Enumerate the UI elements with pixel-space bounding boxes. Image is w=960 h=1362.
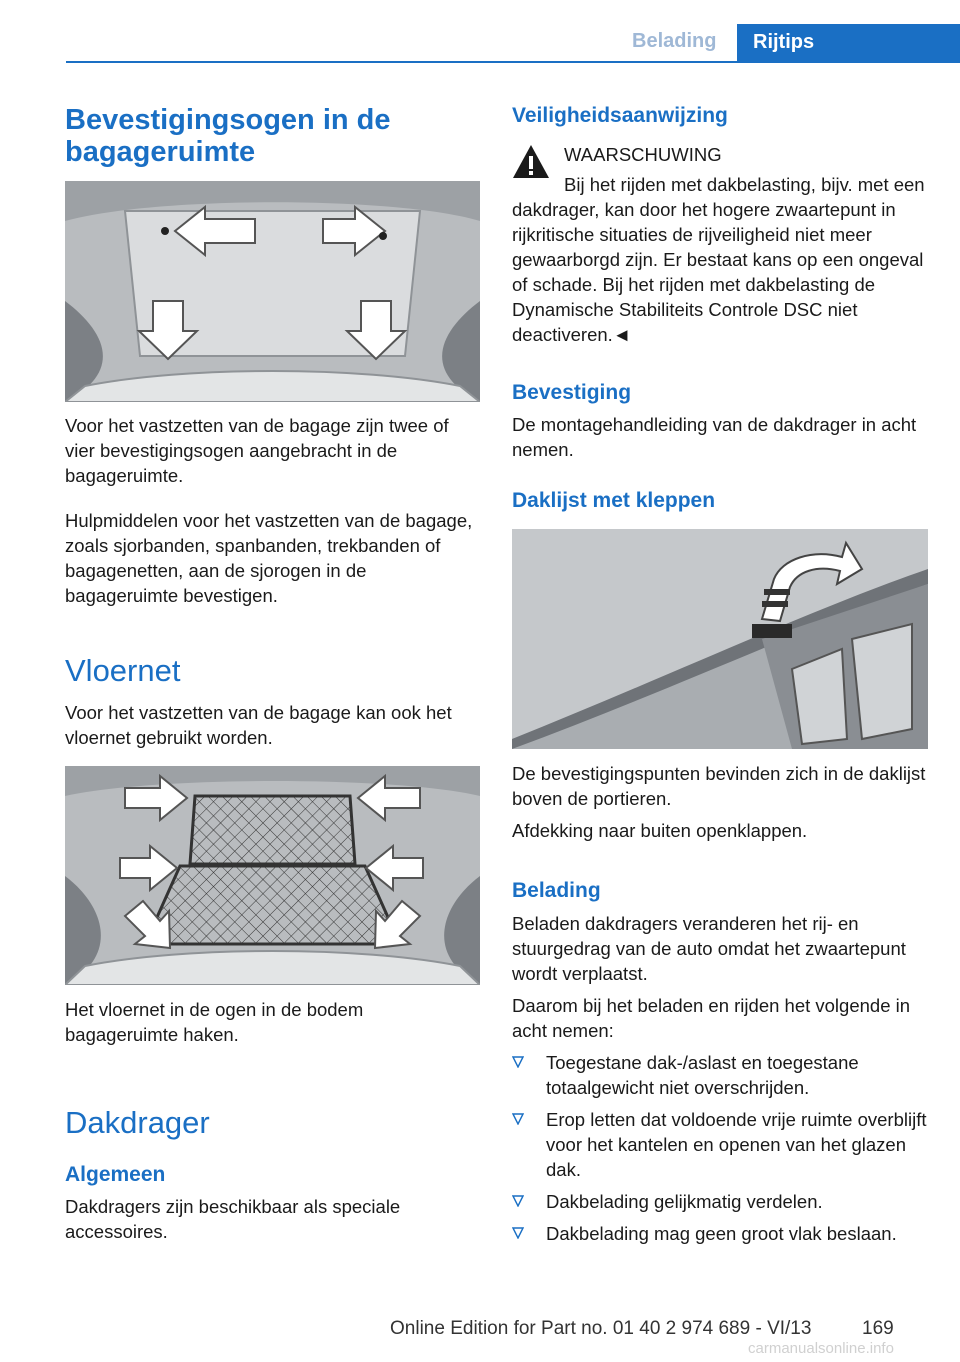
paragraph-vloernet: Voor het vastzetten van de bagage kan ook het vloernet gebruikt worden.: [65, 702, 452, 748]
header-tab-rijtips: [737, 24, 960, 61]
list-item: [512, 1221, 932, 1246]
warning-label: WAARSCHUWING: [564, 144, 722, 165]
paragraph-bevestiging: De montagehandleiding van de dakdrager in acht nemen.: [512, 414, 917, 460]
page-number: 169: [862, 1318, 894, 1339]
triangle-bullet-icon: [512, 1113, 524, 1125]
trunk-eyes-photo: [65, 181, 480, 402]
roof-rail-photo: [512, 529, 928, 749]
belading-list: [512, 1050, 932, 1253]
heading-belading: Belading: [512, 879, 601, 902]
header-tab-belading: Belading: [632, 30, 717, 52]
heading-dakdrager: Dakdrager: [65, 1105, 210, 1140]
list-item: [512, 1050, 932, 1100]
paragraph-algemeen: Dakdragers zijn beschikbaar als speciale accessoires.: [65, 1196, 401, 1242]
floor-net-photo: [65, 766, 480, 985]
footer-watermark: carmanualsonline.info: [748, 1340, 894, 1357]
heading-daklijst: Daklijst met kleppen: [512, 489, 716, 512]
triangle-bullet-icon: [512, 1195, 524, 1207]
paragraph-daklijst-1: De bevestigingspunten bevinden zich in de daklijst boven de portieren.: [512, 763, 926, 809]
list-item-text: Dakbelading gelijkmatig verdelen.: [546, 1191, 823, 1212]
heading-vloernet: Vloernet: [65, 653, 181, 688]
heading-bevestiging: Bevestiging: [512, 381, 632, 404]
triangle-bullet-icon: [512, 1056, 524, 1068]
paragraph-belading-2: Daarom bij het beladen en rijden het volgende in acht nemen:: [512, 995, 911, 1041]
header-tab-rijtips-label: Rijtips: [753, 31, 815, 53]
paragraph-net-caption: Het vloernet in de ogen in de bodem bagageruimte haken.: [65, 999, 364, 1045]
list-item-text: Dakbelading mag geen groot vlak beslaan.: [546, 1223, 897, 1244]
list-item: [512, 1107, 932, 1182]
heading-veiligheid: Veiligheidsaanwijzing: [512, 104, 728, 127]
list-item-text: Toegestane dak-/aslast en toegestane totaalgewicht niet overschrijden.: [546, 1052, 859, 1098]
triangle-bullet-icon: [512, 1227, 524, 1239]
footer-edition: Online Edition for Part no. 01 40 2 974 689 - VI/13: [390, 1318, 812, 1339]
paragraph-belading-1: Beladen dakdragers veranderen het rij- en stuurgedrag van de auto omdat het zwaartepunt wordt verplaatst.: [512, 913, 906, 984]
paragraph-eyes-intro: Voor het vastzetten van de bagage zijn twee of vier bevestigingsogen aangebracht in de bagageruimte.: [65, 415, 449, 486]
warning-text: Bij het rijden met dakbelasting, bijv. met een dakdrager, kan door het hogere zwaartepunt in rijkritische situaties de rijveiligheid niet meer gewaarborgd zijn. Er bestaat kans op een ongeval of schade. Bij het rijden met dakbelasting de Dynamische Stabiliteits Controle DSC niet deactiveren.◄: [512, 174, 925, 345]
paragraph-eyes-tools: Hulpmiddelen voor het vastzetten van de bagage, zoals sjorbanden, spanbanden, trekbanden of bagagenetten, aan de sjorogen in de bagageruimte bevestigen.: [65, 510, 473, 606]
header-rule: [66, 61, 960, 63]
heading-bevestigingsogen: Bevestigingsogen in de bagageruimte: [65, 104, 391, 168]
list-item: [512, 1189, 932, 1214]
list-item-text: Erop letten dat voldoende vrije ruimte overblijft voor het kantelen en openen van het glazen dak.: [546, 1109, 927, 1180]
heading-algemeen: Algemeen: [65, 1163, 166, 1186]
paragraph-daklijst-2: Afdekking naar buiten openklappen.: [512, 820, 808, 841]
